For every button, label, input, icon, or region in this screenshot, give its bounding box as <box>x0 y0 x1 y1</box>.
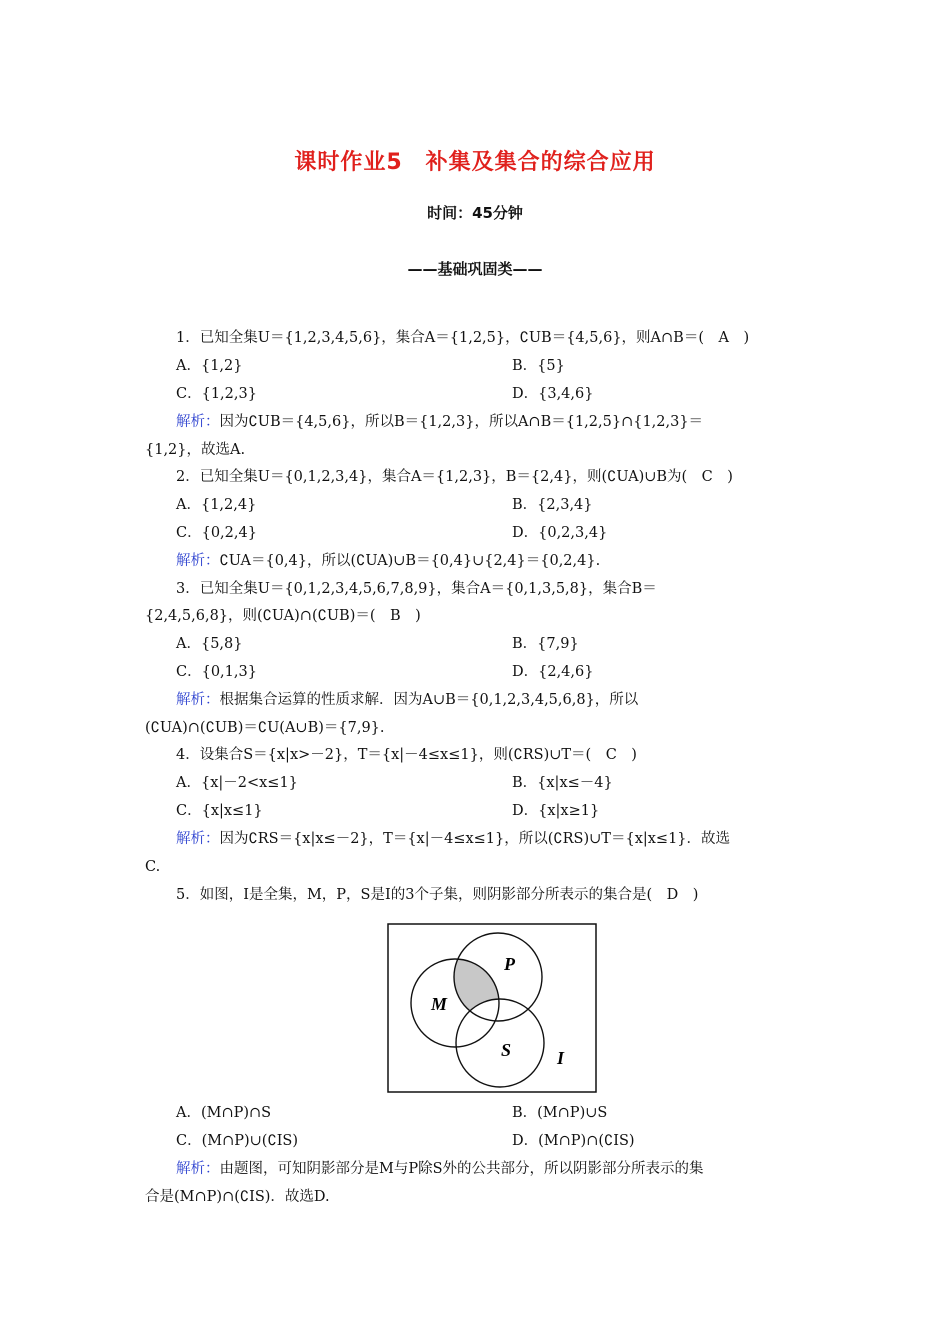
solution-label: 解析： <box>176 1161 220 1177</box>
q5-solution-line1 <box>176 1159 704 1179</box>
q4-option-a: A．{x|－2<x≤1} <box>176 775 298 791</box>
section-heading: ——基础巩固类—— <box>407 260 543 278</box>
q5-option-d: D．(M∩P)∩(∁IS) <box>512 1133 635 1149</box>
q3-option-d: D．{2,4,6} <box>512 664 594 680</box>
q4-solution-line2: C. <box>145 859 161 875</box>
q5-option-a: A．(M∩P)∩S <box>176 1105 272 1121</box>
solution-label: 解析： <box>176 831 220 847</box>
label-m: M <box>431 994 448 1014</box>
q3-solution-text: 根据集合运算的性质求解．因为A∪B＝{0,1,2,3,4,5,6,8}，所以 <box>219 692 639 708</box>
q2-option-b: B．{2,3,4} <box>512 497 593 513</box>
q2-stem: 2．已知全集U＝{0,1,2,3,4}，集合A＝{1,2,3}，B＝{2,4}，则(∁UA)∪B为( C ) <box>176 469 733 485</box>
solution-label: 解析： <box>176 553 220 569</box>
solution-label: 解析： <box>176 414 220 430</box>
q5-solution-text: 由题图，可知阴影部分是M与P除S外的公共部分，所以阴影部分所表示的集 <box>219 1161 704 1177</box>
q2-option-d: D．{0,2,3,4} <box>512 525 608 541</box>
q5-option-b: B．(M∩P)∪S <box>512 1105 608 1121</box>
q5-stem: 5．如图，I是全集，M，P，S是I的3个子集，则阴影部分所表示的集合是( D ) <box>176 887 699 903</box>
q2-option-c: C．{0,2,4} <box>176 525 257 541</box>
venn-diagram <box>387 923 597 1093</box>
q3-stem-line2: {2,4,5,6,8}，则(∁UA)∩(∁UB)＝( B ) <box>145 608 421 624</box>
q1-solution-line1 <box>176 412 703 432</box>
q3-solution-line2: (∁UA)∩(∁UB)＝∁U(A∪B)＝{7,9}. <box>145 720 385 736</box>
time-limit: 时间：45分钟 <box>427 204 523 222</box>
q5-option-c: C．(M∩P)∪(∁IS) <box>176 1133 299 1149</box>
q3-option-c: C．{0,1,3} <box>176 664 257 680</box>
q1-option-b: B．{5} <box>512 358 565 374</box>
q5-solution-line2: 合是(M∩P)∩(∁IS)．故选D. <box>145 1189 330 1205</box>
q1-option-c: C．{1,2,3} <box>176 386 257 402</box>
label-p: P <box>504 954 515 974</box>
q4-solution-text: 因为∁RS＝{x|x≤－2}，T＝{x|－4≤x≤1}，所以(∁RS)∪T＝{x|x≤1}．故选 <box>219 831 731 847</box>
q4-option-c: C．{x|x≤1} <box>176 803 263 819</box>
page-title: 课时作业5 补集及集合的综合应用 <box>294 150 656 175</box>
q2-solution-text: ∁UA＝{0,4}，所以(∁UA)∪B＝{0,4}∪{2,4}＝{0,2,4}. <box>219 553 601 569</box>
q1-solution-text: 因为∁UB＝{4,5,6}，所以B＝{1,2,3}，所以A∩B＝{1,2,5}∩{1,2,3}＝ <box>219 414 704 430</box>
label-i: I <box>557 1048 565 1068</box>
q1-solution-line2: {1,2}，故选A. <box>145 442 246 458</box>
q2-option-a: A．{1,2,4} <box>176 497 257 513</box>
solution-label: 解析： <box>176 692 220 708</box>
q4-option-b: B．{x|x≤－4} <box>512 775 613 791</box>
q3-stem-line1: 3．已知全集U＝{0,1,2,3,4,5,6,7,8,9}，集合A＝{0,1,3,5,8}，集合B＝ <box>176 581 657 597</box>
q1-stem: 1．已知全集U＝{1,2,3,4,5,6}，集合A＝{1,2,5}，∁UB＝{4,5,6}，则A∩B＝( A ) <box>176 330 750 346</box>
q4-stem: 4．设集合S＝{x|x>－2}，T＝{x|－4≤x≤1}，则(∁RS)∪T＝( C ) <box>176 747 637 763</box>
q2-solution-line1 <box>176 551 600 571</box>
q4-option-d: D．{x|x≥1} <box>512 803 600 819</box>
q4-solution-line1 <box>176 829 730 849</box>
q3-solution-line1 <box>176 690 638 710</box>
label-s: S <box>501 1040 512 1060</box>
q3-option-a: A．{5,8} <box>176 636 243 652</box>
q1-option-a: A．{1,2} <box>176 358 243 374</box>
q1-option-d: D．{3,4,6} <box>512 386 594 402</box>
q3-option-b: B．{7,9} <box>512 636 579 652</box>
